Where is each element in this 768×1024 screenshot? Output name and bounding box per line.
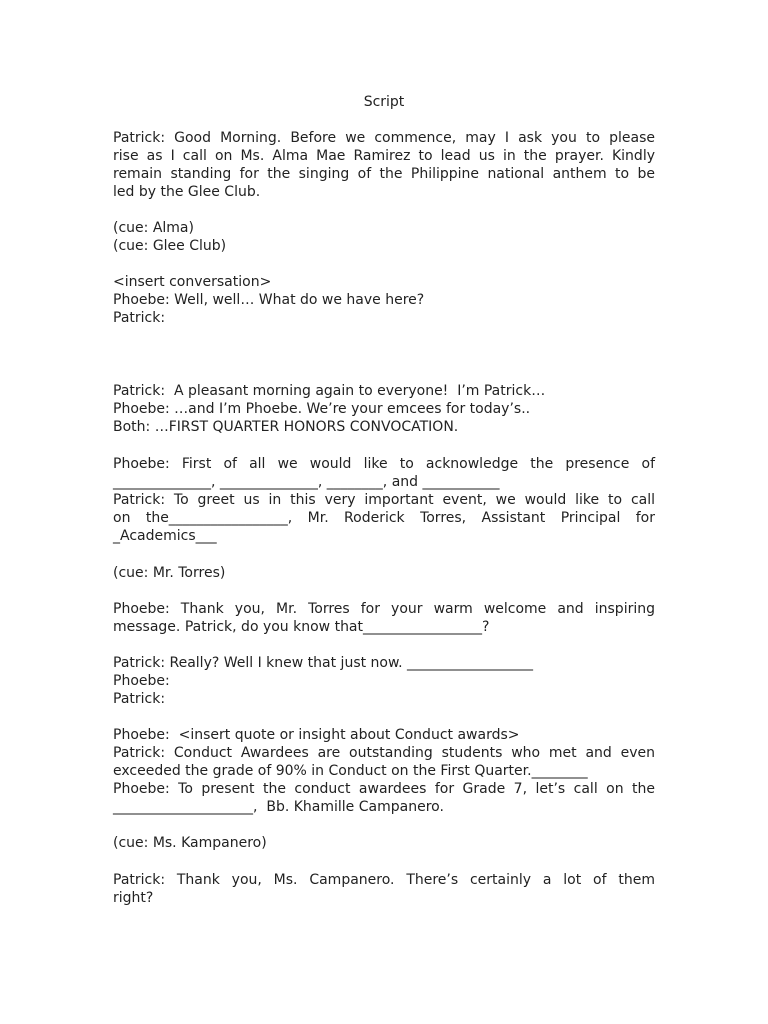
script-line: message. Patrick, do you know that_________________? <box>113 619 490 635</box>
script-line: rise as I call on Ms. Alma Mae Ramirez to lead us in the prayer. Kindly <box>113 148 655 164</box>
script-line: ____________________, Bb. Khamille Campanero. <box>113 799 444 815</box>
script-line: Patrick: To greet us in this very important event, we would like to call <box>113 492 655 508</box>
script-line: Phoebe: Thank you, Mr. Torres for your warm welcome and inspiring <box>113 601 655 617</box>
script-line: Patrick: Thank you, Ms. Campanero. There’s certainly a lot of them <box>113 872 655 888</box>
script-line: Patrick: Really? Well I knew that just now. __________________ <box>113 655 534 671</box>
script-line: on the_________________, Mr. Roderick Torres, Assistant Principal for <box>113 510 655 526</box>
script-line: Patrick: Conduct Awardees are outstanding students who met and even <box>113 745 655 761</box>
script-line: led by the Glee Club. <box>113 184 261 200</box>
script-line: Phoebe: To present the conduct awardees for Grade 7, let’s call on the <box>113 781 655 797</box>
script-line: Patrick: <box>113 691 166 707</box>
script-line: <insert conversation> <box>113 274 272 290</box>
script-line: exceeded the grade of 90% in Conduct on the First Quarter.________ <box>113 763 588 779</box>
blank-fill-line: ______________, ______________, ________, and ___________ <box>113 474 500 490</box>
script-line: Phoebe: …and I’m Phoebe. We’re your emcees for today’s.. <box>113 401 531 417</box>
cue-line: (cue: Ms. Kampanero) <box>113 835 267 851</box>
cue-line: (cue: Glee Club) <box>113 238 227 254</box>
script-line: Phoebe: <box>113 673 170 689</box>
script-line: Patrick: Good Morning. Before we commence, may I ask you to please <box>113 130 655 146</box>
script-line: Phoebe: First of all we would like to acknowledge the presence of <box>113 456 655 472</box>
script-line: Patrick: <box>113 310 166 326</box>
script-line: remain standing for the singing of the Philippine national anthem to be <box>113 166 655 182</box>
script-line: _Academics___ <box>113 528 217 544</box>
script-title: Script <box>363 94 405 110</box>
script-line: Phoebe: <insert quote or insight about Conduct awards> <box>113 727 520 743</box>
script-line: Both: …FIRST QUARTER HONORS CONVOCATION. <box>113 419 459 435</box>
cue-line: (cue: Mr. Torres) <box>113 565 226 581</box>
script-line: right? <box>113 890 154 906</box>
script-line: Patrick: A pleasant morning again to everyone! I’m Patrick… <box>113 383 546 399</box>
script-line: Phoebe: Well, well… What do we have here? <box>113 292 425 308</box>
cue-line: (cue: Alma) <box>113 220 194 236</box>
